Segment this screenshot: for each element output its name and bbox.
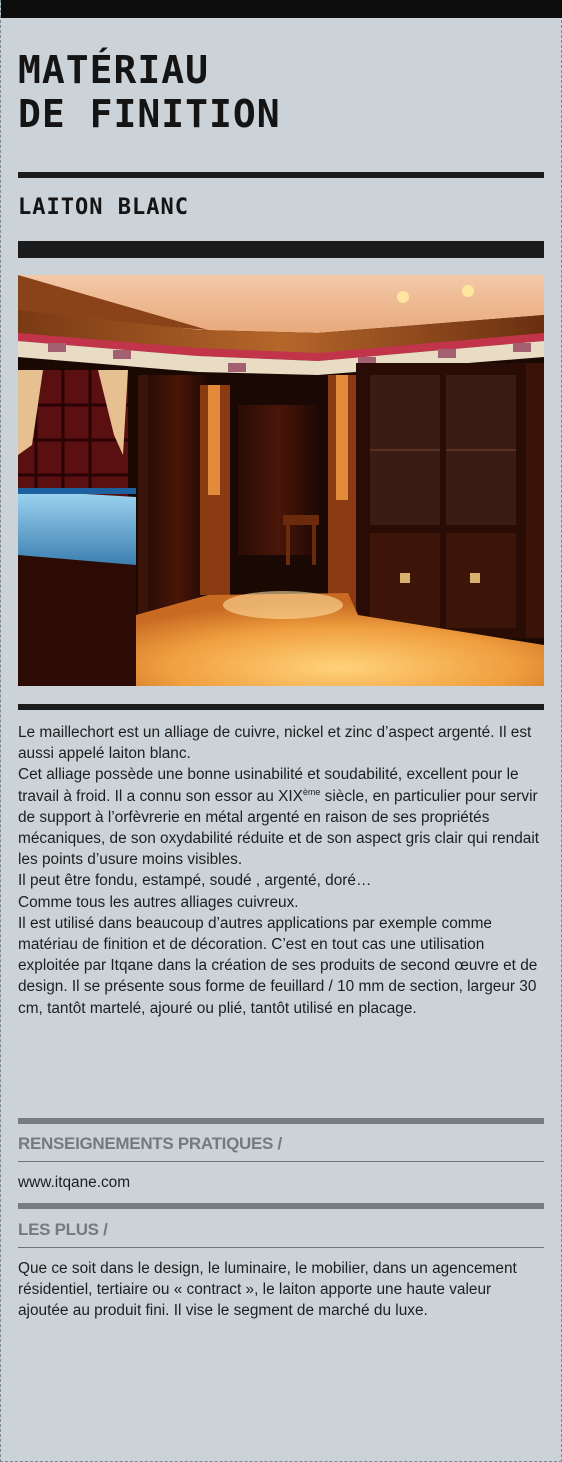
practical-heading: RENSEIGNEMENTS PRATIQUES / (18, 1134, 282, 1153)
article-paragraph-1: Le maillechort est un alliage de cuivre, nickel et zinc d’aspect argenté. Il est aussi appelé laiton blanc. (18, 724, 532, 763)
interior-photo (18, 275, 544, 686)
practical-hairline (18, 1161, 544, 1162)
article-paragraph-2-end: siècle, en particulier pour servir de support à l’orfèvrerie en métal argenté en raison de ses propriétés mécaniques, de son oxydabilité réduite et de son aspect gris clair qui rendait les points d’usure moins visibles. (18, 787, 540, 869)
subtitle: LAITON BLANC (18, 195, 189, 220)
article-paragraph-4: Comme tous les autres alliages cuivreux. (18, 893, 299, 911)
plus-heading: LES PLUS / (18, 1220, 108, 1239)
divider-plus (18, 1203, 544, 1209)
title-line-1: MATÉRIAU (18, 48, 210, 92)
divider-practical (18, 1118, 544, 1124)
interior-photo-image (18, 275, 544, 686)
website-link[interactable]: www.itqane.com (18, 1174, 131, 1191)
title-line-2: DE FINITION (18, 92, 281, 136)
main-title (18, 48, 281, 136)
divider-under-photo (18, 704, 544, 710)
plus-text: Que ce soit dans le design, le luminaire, le mobilier, dans un agencement résidentiel, tertiaire ou « contract », le laiton apporte une haute valeur ajoutée au produit fini. Il vise le segment de marché du luxe. (18, 1260, 517, 1320)
article-paragraph-2-start: Cet alliage possède une bonne usinabilité et soudabilité, excellent pour le travail à froid. Il a connu son essor au XIX (18, 766, 519, 805)
divider-top (18, 172, 544, 178)
article-paragraph-5: Il est utilisé dans beaucoup d’autres applications par exemple comme matériau de finition et de décoration. C’est en tout cas une utilisation exploitée par Itqane dans la création de ses produits de second œuvre et de design. Il se présente sous forme de feuillard / 10 mm de section, largeur 30 cm, tantôt martelé, ajouré ou plié, tantôt utilisé en placage. (18, 914, 538, 1017)
divider-thick (18, 241, 544, 258)
top-bar (1, 0, 562, 18)
article-paragraph-3: Il peut être fondu, estampé, soudé , argenté, doré… (18, 872, 372, 890)
plus-hairline (18, 1247, 544, 1248)
century-superscript: ème (302, 786, 321, 797)
article-paragraph-2 (18, 764, 544, 870)
article-body (18, 722, 544, 1019)
